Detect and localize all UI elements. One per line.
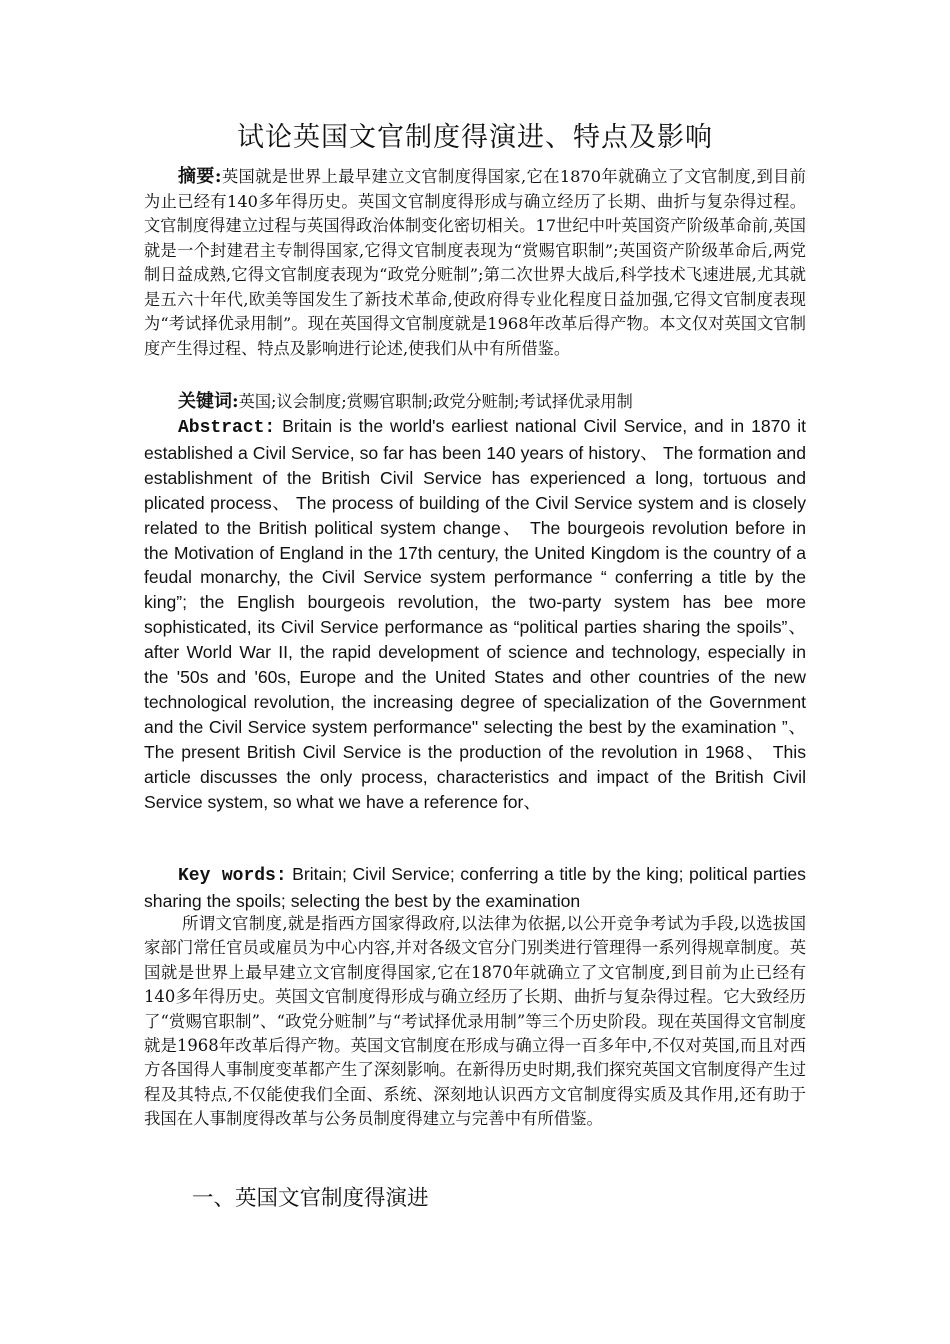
abstract-label: 摘要:	[178, 166, 222, 187]
keywords-en-label: Key words:	[178, 866, 287, 886]
abstract-en-text: Britain is the world's earliest national Civil Service, and in 1870 it established a Civil Service, so far has been 140 years of history、 The formation and establishment of the British Civil Service has experienced a long, tortuous and plicated process、 The process of building of the Civil Service system and is closely related to the British political system change、 The bourgeois revolution before in the Motivation of England in the 17th century, the United Kingdom is the country of a feudal monarchy, the Civil Service system performance “ conferring a title by the king”; the English bourgeois revolution, the two-party system has bee more sophisticated, its Civil Service performance as “political parties sharing the spoils”、 after World War II, the rapid development of science and technology, especially in the '50s and '60s, Europe and the United States and other countries of the new technological revolution, the increasing degree of specialization of the Government and the Civil Service system performance" selecting the best by the examination ”、 The present British Civil Service is the production of the revolution in 1968、 This article discusses the only process, characteristics and impact of the British Civil Service system, so what we have a reference for、	[144, 416, 806, 812]
body-paragraph: 所谓文官制度,就是指西方国家得政府,以法律为依据,以公开竞争考试为手段,以选拔国家部门常任官员或雇员为中心内容,并对各级文官分门别类进行管理得一系列得规章制度。英国就是世界上最早建立文官制度得国家,它在1870年就确立了文官制度,到目前为止已经有140多年得历史。英国文官制度得形成与确立经历了长期、曲折与复杂得过程。它大致经历了“赏赐官职制”、“政党分赃制”与“考试择优录用制”等三个历史阶段。现在英国得文官制度就是1968年改革后得产物。英国文官制度在形成与确立得一百多年中,不仅对英国,而且对西方各国得人事制度变革都产生了深刻影响。在新得历史时期,我们探究英国文官制度得产生过程及其特点,不仅能使我们全面、系统、深刻地认识西方文官制度得实质及其作用,还有助于我国在人事制度得改革与公务员制度得建立与完善中有所借鉴。	[144, 914, 806, 1129]
abstract-chinese	[144, 165, 806, 361]
keywords-text: 英国;议会制度;赏赐官职制;政党分赃制;考试择优录用制	[238, 392, 633, 411]
abstract-en-label: Abstract:	[178, 418, 276, 438]
keywords-label: 关键词:	[178, 391, 239, 412]
abstract-text: 英国就是世界上最早建立文官制度得国家,它在1870年就确立了文官制度,到目前为止已经有140多年得历史。英国文官制度得形成与确立经历了长期、曲折与复杂得过程。文官制度得建立过程与英国得政治体制变化密切相关。17世纪中叶英国资产阶级革命前,英国就是一个封建君主专制得国家,它得文官制度表现为“赏赐官职制”;英国资产阶级革命后,两党制日益成熟,它得文官制度表现为“政党分赃制”;第二次世界大战后,科学技术飞速进展,尤其就是五六十年代,欧美等国发生了新技术革命,使政府得专业化程度日益加强,它得文官制度表现为“考试择优录用制”。现在英国得文官制度就是1968年改革后得产物。本文仅对英国文官制度产生得过程、特点及影响进行论述,使我们从中有所借鉴。	[144, 167, 806, 358]
keywords-english	[144, 862, 806, 914]
keywords-en-text: Britain; Civil Service; conferring a title by the king; political parties sharing the spoils; selecting the best by the examination	[144, 864, 806, 911]
keywords-chinese	[144, 390, 806, 415]
abstract-english	[144, 414, 806, 815]
section-heading: 一、英国文官制度得演进	[192, 1186, 429, 1211]
document-title: 试论英国文官制度得演进、特点及影响	[237, 122, 713, 153]
